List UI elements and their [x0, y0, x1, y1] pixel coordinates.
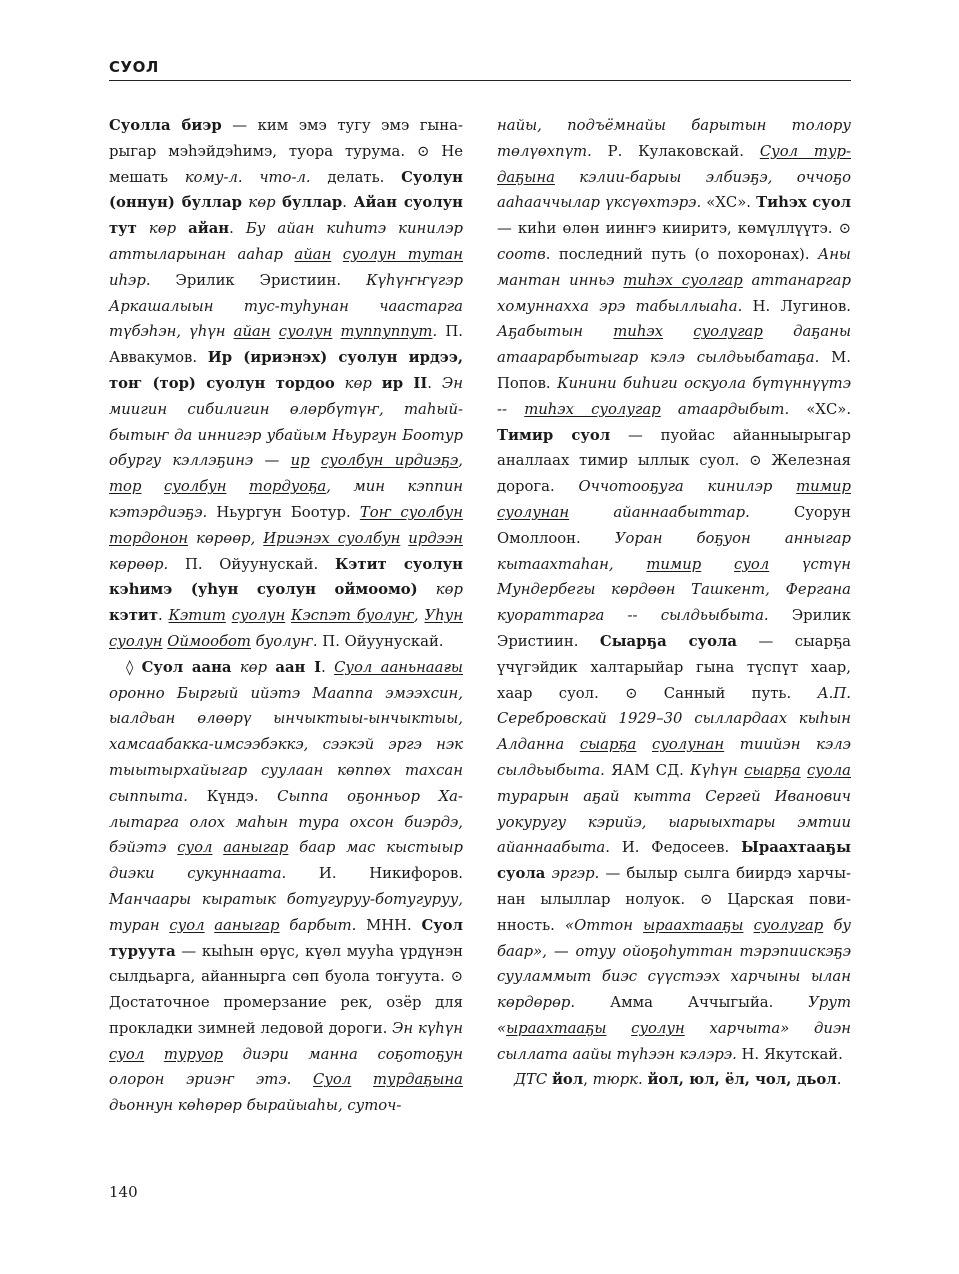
- example-text: Эн күһүн: [392, 1019, 463, 1037]
- example-text: көр: [435, 581, 463, 599]
- example-keyword: суол: [177, 839, 213, 857]
- text-run: И. Федосеев.: [609, 839, 742, 857]
- example-text: харчыта» диэн сыллата аайы түһээн кэлэрэ.: [497, 1019, 851, 1063]
- text-run: .: [342, 194, 354, 212]
- text-run: МНН.: [356, 916, 422, 934]
- text-run: Ньургун Боотур.: [207, 503, 360, 521]
- example-text: , мин кэппин кэтэрдиэҕэ.: [109, 478, 463, 521]
- example-text: Аны мантан инньэ: [497, 245, 851, 289]
- text-run: «ХС».: [701, 194, 757, 212]
- example-keyword: Суол турдаҕына: [497, 142, 851, 186]
- example-text: ДТС: [514, 1071, 548, 1089]
- example-text: [331, 246, 342, 263]
- example-text: [701, 556, 734, 573]
- text-run: .: [158, 607, 169, 625]
- right-column: [497, 113, 851, 1093]
- text-run: Амма Аччыгыйа.: [575, 994, 809, 1012]
- headword: буллар: [282, 194, 343, 212]
- example-text: А.П. Серебровскай 1929–30 сыллардаах кыһын Алданна: [497, 684, 851, 754]
- example-text: Уоран боҕуон анныгар кытаахтаһан,: [497, 529, 851, 573]
- left-column: [109, 113, 463, 1119]
- text-run: Эрилик Эристиин.: [497, 607, 851, 650]
- example-text: көрөөр.: [109, 555, 169, 573]
- example-text: тюрк.: [592, 1071, 643, 1089]
- example-text: [743, 917, 753, 934]
- text-run: [137, 220, 149, 237]
- text-run: ◊: [126, 658, 142, 676]
- example-keyword: суол: [169, 916, 205, 934]
- example-text: [332, 323, 340, 340]
- example-keyword: Кэспэт буолуҥ: [291, 607, 414, 625]
- example-keyword: турдаҕына: [372, 1071, 463, 1089]
- headword: Суолла биэр: [109, 117, 222, 134]
- example-text: аттанаргар хомуннахха эрэ табыллыаһа.: [497, 271, 851, 315]
- example-text: .: [432, 323, 438, 341]
- text-run: .: [229, 220, 246, 238]
- headword: Айан суолун тут: [109, 194, 463, 238]
- example-keyword: тор: [109, 478, 142, 496]
- example-keyword: туруор: [163, 1045, 223, 1063]
- example-keyword: суолун: [278, 323, 333, 341]
- example-text: оронно Быргый ийэтэ Мааппа эмээхсин, ыалдьан өлөөрү ынчыктыы-ынчыктыы, хамсаабакка-имсээбэккэ, сээкэй эргэ нэк тыытырхайыгар суулаан көппөх тахсан сыппыта.: [109, 684, 463, 805]
- text-run: Күндэ.: [188, 787, 278, 805]
- text-run: «ХС».: [789, 400, 852, 418]
- example-keyword: Суол: [313, 1071, 352, 1089]
- headword: айан: [188, 220, 230, 238]
- example-text: айаннаабыттар.: [569, 503, 750, 521]
- example-keyword: ир: [290, 452, 310, 470]
- example-text: Күһүн: [690, 761, 745, 779]
- example-text: кэлии-барыы элбиэҕэ, оччоҕо ааһааччылар үксүөхтэрэ.: [497, 168, 851, 212]
- example-keyword: тимир: [646, 555, 702, 573]
- text-run: делать.: [310, 168, 402, 186]
- example-text: барбыт.: [279, 916, 357, 934]
- headword: Ир (ириэнэх) суолун ирдээ, тоҥ (тор) суолун тордоо: [109, 349, 463, 392]
- example-text: тиийэн кэлэ сылдьыбыта.: [497, 736, 851, 779]
- example-keyword: ааныгар: [214, 916, 280, 934]
- example-text: көр: [239, 658, 268, 676]
- example-text: [141, 478, 164, 495]
- example-keyword: ирдээн: [408, 529, 463, 547]
- headword: Суол туруута: [109, 916, 463, 960]
- example-text: [227, 478, 250, 495]
- text-run: Эрилик Эристиин.: [150, 271, 367, 289]
- example-text: Кинини биһиги оскуола бүтүннүүтэ --: [497, 374, 852, 418]
- example-keyword: ыраахтааҕы: [643, 916, 744, 934]
- text-run: ЯАМ СД.: [604, 761, 691, 779]
- page-number: 140: [109, 1183, 138, 1201]
- example-keyword: суолун: [631, 1019, 685, 1037]
- example-keyword: суол: [109, 1045, 145, 1063]
- text-run: [335, 375, 345, 392]
- example-text: иһэр.: [109, 271, 151, 289]
- running-header: СУОЛ: [109, 58, 159, 76]
- example-text: бу баар», — отуу ойоҕоһуттан тэрэпиискэҕэ сууламмыт биэс сүүстээх харчыны ылан көрдөрөр.: [497, 916, 851, 1012]
- example-keyword: суолбун ирдиэҕэ: [320, 452, 459, 470]
- example-keyword: суолунан: [497, 503, 570, 521]
- text-run: [418, 581, 436, 598]
- text-run: — былыр сылга биирдэ харчынан ылыллар нолуок. ⊙ Царская повинность.: [497, 865, 851, 934]
- example-keyword: сыарҕа: [579, 736, 637, 754]
- example-keyword: тиһэх суолугар: [524, 400, 661, 418]
- example-keyword: суолунан: [652, 736, 725, 754]
- example-text: ,: [458, 452, 463, 470]
- example-text: дьоннун көһөрөр бырайыаһы, суточ-: [109, 1097, 402, 1115]
- text-run: — киһи өлөн иинҥэ кииритэ, көмүллүүтэ. ⊙: [497, 220, 851, 238]
- example-text: Күһүҥҥүгэр Аркашалыын тус-туһунан чаастарга түбэһэн, үһүн: [109, 271, 463, 341]
- text-run: Суорун Омоллоон.: [497, 503, 852, 547]
- text-run: П. Ойуунускай.: [168, 555, 335, 573]
- example-text: ,: [413, 607, 425, 625]
- text-run: — сыарҕа үчүгэйдик халтарыйар гына түспүт хаар, хаар суол. ⊙ Санный путь.: [497, 632, 852, 702]
- example-text: баар мас кыстыыр диэки сукуннаата.: [109, 839, 463, 883]
- text-run: Н. Лугинов.: [742, 297, 851, 315]
- headword: Сыарҕа суола: [599, 632, 737, 650]
- headword: аан I: [275, 658, 322, 676]
- example-text: диэри манна соҕотоҕун олорон эриэҥ этэ.: [109, 1045, 463, 1089]
- headword: Ыраахтааҕы суола: [497, 839, 851, 883]
- example-keyword: суолугар: [693, 323, 763, 341]
- example-text: эргэр.: [551, 865, 600, 883]
- example-text: Эн миигин сибилигин өлөрбүтүҥ, таһыйбытыҥ да иннигэр убайым Ньургун Боотур обургу кэллэҕинэ —: [109, 374, 463, 470]
- text-run: П. Аввакумов.: [109, 323, 463, 367]
- example-text: [271, 323, 279, 340]
- text-run: .: [836, 1071, 842, 1089]
- entry-paragraph: [109, 655, 463, 1119]
- text-run: .: [427, 374, 442, 392]
- text-run: — пуойас айанныырыгар аналлаах тимир ыллык суол. ⊙ Железная дорога.: [497, 426, 851, 496]
- text-run: П. Ойуунускай.: [317, 632, 444, 650]
- headword: кэтит: [109, 607, 159, 625]
- example-keyword: Кэтит: [168, 607, 226, 625]
- example-text: көрөөр,: [188, 529, 264, 547]
- headword: йол, юл, ёл, чол, дьол: [647, 1071, 837, 1089]
- example-text: Оччотооҕуга кинилэр: [578, 478, 797, 496]
- example-text: [606, 1020, 631, 1037]
- entry-paragraph: [497, 113, 851, 1067]
- example-text: Аҕабытын: [497, 323, 614, 341]
- entry-paragraph: [109, 113, 463, 655]
- example-text: соотв.: [497, 245, 551, 263]
- example-keyword: ыраахтааҕы: [506, 1019, 607, 1037]
- example-keyword: тиһэх: [613, 323, 664, 341]
- example-keyword: ааныгар: [223, 839, 289, 857]
- text-run: .: [321, 658, 335, 676]
- example-text: Сыппа оҕонньор Халытарга олох маһын тура охсон биэрдэ, бэйэтэ: [109, 787, 463, 857]
- example-text: буолуҥ.: [250, 632, 318, 650]
- example-keyword: Ириэнэх суолбун: [263, 529, 401, 547]
- example-text: атаардыбыт.: [660, 400, 790, 418]
- example-keyword: суолун: [109, 632, 163, 650]
- example-keyword: Тоҥ суолбун: [359, 503, 463, 521]
- example-keyword: суолугар: [753, 916, 824, 934]
- example-text: көр: [248, 194, 276, 212]
- headword: Тиһэх суол: [756, 194, 852, 212]
- example-text: [310, 452, 321, 469]
- text-run: Н. Якутскай.: [736, 1045, 843, 1063]
- example-text: [351, 1071, 373, 1088]
- example-keyword: суолун: [231, 607, 286, 625]
- example-text: [144, 1046, 164, 1063]
- example-text: үстүн Мундербегы көрдөөн Ташкент, Фергана куораттарга -- сылдьыбыта.: [497, 555, 851, 625]
- text-run: И. Никифоров.: [286, 865, 463, 883]
- example-text: [212, 839, 223, 856]
- example-text: кому-л. что-л.: [184, 168, 311, 186]
- example-keyword: сыарҕа: [744, 761, 801, 779]
- example-text: [663, 323, 693, 340]
- example-text: көр: [148, 220, 177, 238]
- text-run: [372, 375, 382, 392]
- headword: Кэтит суолун кэһимэ (уһун суолун оймоомо): [109, 555, 463, 599]
- example-keyword: Оймообот: [167, 632, 251, 650]
- example-text: Урут «: [497, 994, 851, 1037]
- example-keyword: Суол ааньнаағы: [334, 658, 463, 676]
- example-keyword: айан: [233, 323, 271, 341]
- headword: ир II: [381, 374, 428, 392]
- example-keyword: Уһун: [424, 607, 463, 625]
- example-keyword: тиһэх суолгар: [623, 271, 743, 289]
- example-keyword: тордуоҕа: [249, 478, 327, 496]
- headword: йол: [551, 1071, 584, 1089]
- example-text: [636, 736, 652, 753]
- headword: Суолун (оннун) буллар: [109, 168, 463, 212]
- text-run: — кыһын өрүс, күөл мууһа үрдүнэн сылдьарга, айаннырга сөп буола тоҥуута. ⊙ Достаточное промерзание рек, озёр для прокладки зимней ледовой дороги.: [109, 942, 463, 1037]
- example-keyword: айан: [294, 245, 332, 263]
- example-text: көр: [344, 374, 372, 392]
- example-keyword: суола: [806, 761, 851, 779]
- etymology-paragraph: [497, 1067, 851, 1093]
- header-rule: [109, 80, 851, 81]
- example-keyword: тимир: [796, 478, 851, 496]
- text-run: — ким эмэ тугу эмэ гынарыгар мэһэйдэһимэ, туора турума. ⊙ Не мешать: [109, 117, 463, 186]
- example-text: турарын аҕай кытта Сергей Иванович уокуругу кэрийэ, ыарыыхтары эмтии айаннаабыта.: [497, 787, 851, 857]
- example-text: [205, 917, 215, 934]
- example-keyword: суолун тутан: [342, 245, 463, 263]
- text-run: М. Попов.: [497, 349, 852, 392]
- text-run: [232, 659, 240, 676]
- text-run: [176, 220, 188, 237]
- headword: Суол аана: [141, 658, 232, 676]
- example-text: Бу айан киһитэ кинилэр аттыларынан ааһар: [109, 220, 463, 263]
- example-text: Манчаары кыратык ботугуруу-ботугуруу, туран: [109, 890, 463, 934]
- example-keyword: тордонон: [109, 529, 189, 547]
- text-run: ,: [583, 1071, 593, 1089]
- example-keyword: суолбун: [163, 478, 227, 496]
- example-keyword: туппуппут: [340, 323, 433, 341]
- headword: Тимир суол: [497, 426, 611, 444]
- example-text: найы, подъёмнайы барытын толору төлүөхпүт.: [497, 117, 851, 160]
- text-run: последний путь (о похоронах).: [550, 245, 818, 263]
- example-text: даҕаны атаарарбытыгар кэлэ сылдьыбатаҕа.: [497, 323, 851, 367]
- text-run: Р. Кулаковскай.: [591, 142, 760, 160]
- example-text: «Оттон: [565, 916, 644, 934]
- example-keyword: суол: [734, 555, 770, 573]
